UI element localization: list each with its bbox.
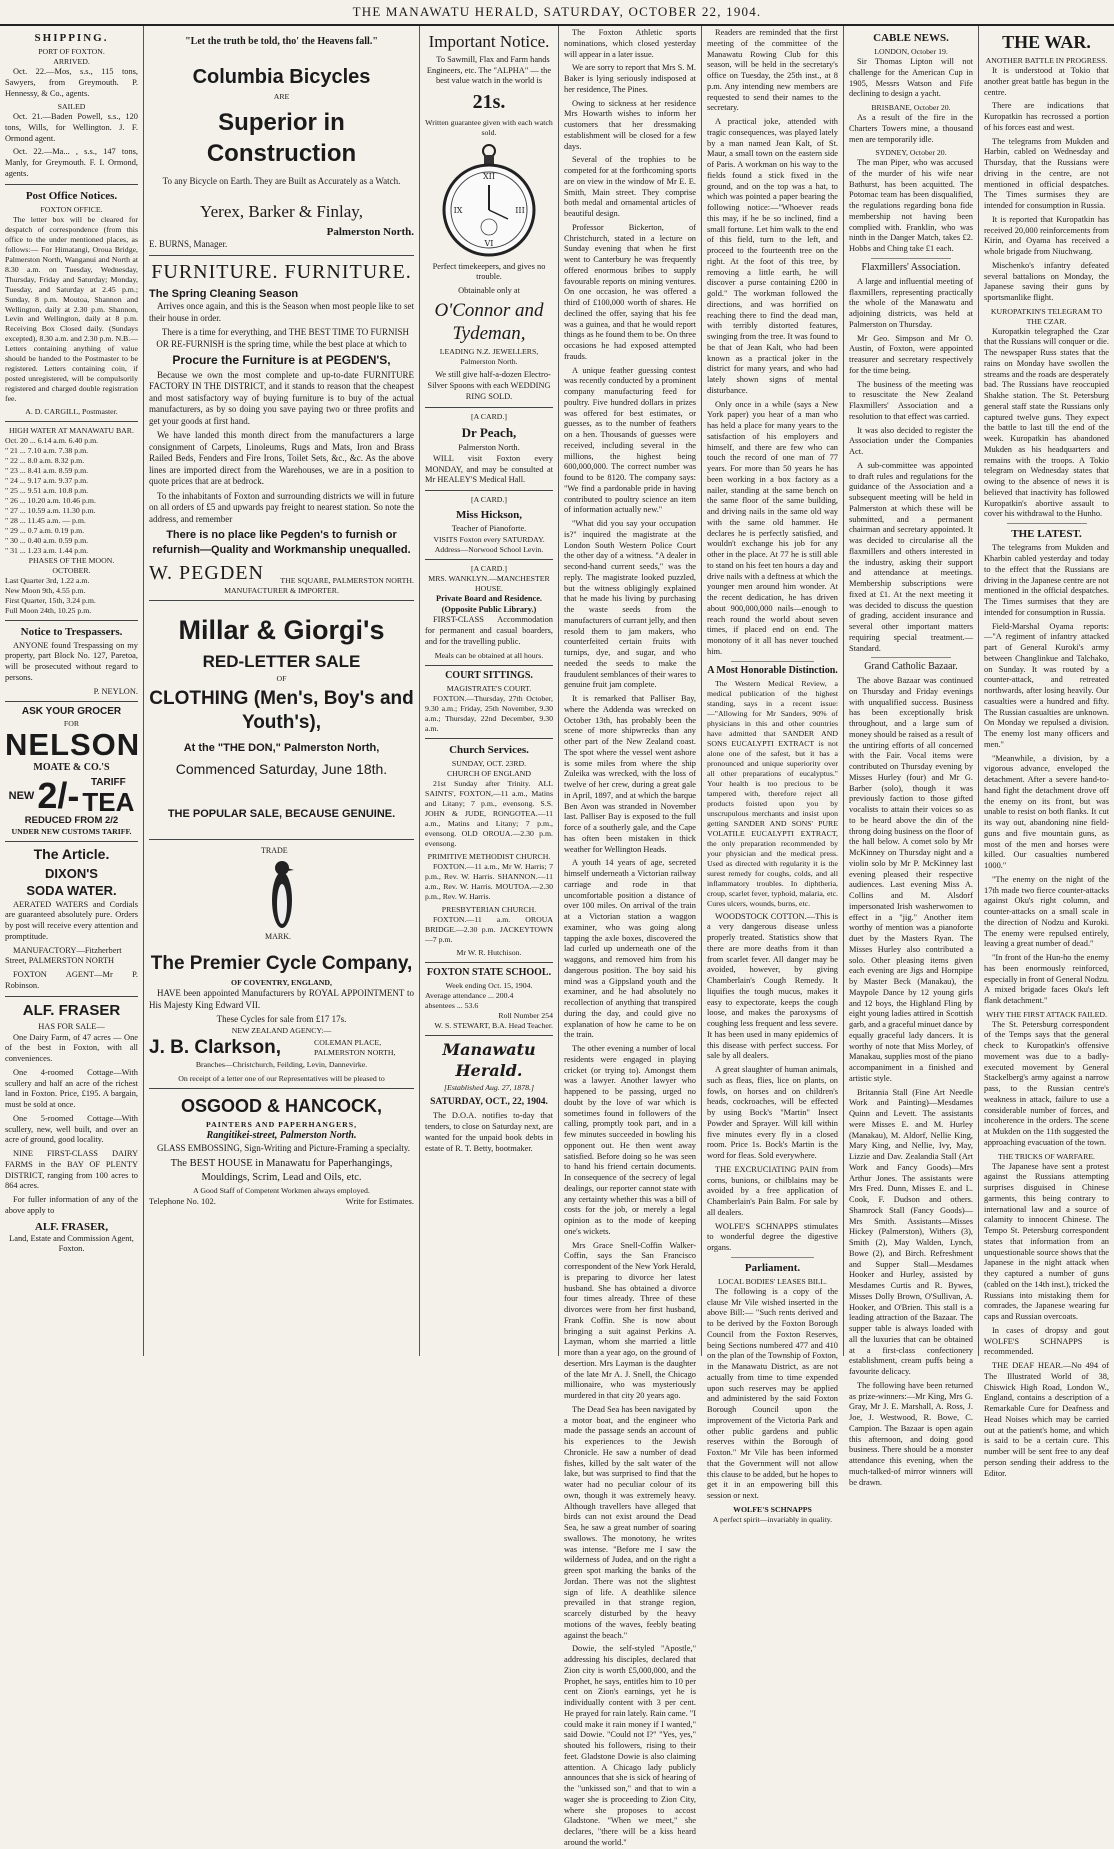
news-item: Dowie, the self-styled "Apostle," addressing his disciples, declared that Zion city is worth £5,000,000, and the Prophet, he says, entitles him to 10 per cent on Zion's earnings, yet he is individually content with 3 per cent. He prayed for rain lately. Rain came. "I could make it rain money if I wanted," said Dowie. "Could not I?" "Yes, yes," shouted his followers, rising to their feet. Gladstone Dowie is also claiming attention. A Chicago lady publicly announces that she is sick of hearing of the "unkissed son," and that to win a wager she is proceeding to Zion City, where she proposes to accost Gladstone. "When we meet," she declares, "there will be a kiss heard around the world.": [564, 1644, 696, 1847]
tide-title: HIGH WATER AT MANAWATU BAR.: [9, 426, 134, 436]
moon-row: New Moon 9th, 4.55 p.m.: [5, 585, 86, 595]
church-england: CHURCH OF ENGLAND: [446, 769, 532, 779]
column-advertisements: [144, 26, 419, 1356]
postmaster-sign: A. D. CARGILL, Postmaster.: [25, 407, 118, 417]
new-label: NEW: [8, 789, 35, 802]
commenced: Commenced Saturday, June 18th.: [175, 761, 388, 778]
sailed-label: SAILED: [57, 102, 86, 112]
svg-text:VI: VI: [484, 238, 494, 248]
best-house: The BEST HOUSE in Manawatu for Paperhangings, Mouldings, Scrim, Lead and Oils, etc.: [170, 1158, 393, 1183]
oconnor-title: O'Connor and Tydeman,: [434, 299, 544, 344]
moon-title: PHASES OF THE MOON.: [28, 555, 115, 565]
shipping-title: SHIPPING.: [34, 32, 109, 44]
pegden-name: W. PEGDEN: [149, 561, 264, 584]
tea-price: 2/-: [37, 774, 80, 816]
meals: Meals can be obtained at all hours.: [434, 650, 544, 660]
pegden-address: THE SQUARE, PALMERSTON NORTH.: [280, 576, 414, 586]
flax-body: Mr Geo. Simpson and Mr O. Austin, of Foxton, were appointed treasurer and secretary respectively for the time being.: [849, 333, 973, 375]
trespass-title: Notice to Trespassers.: [20, 625, 123, 638]
card-label: [A CARD.]: [471, 563, 507, 573]
school-sign: W. S. STEWART, B.A. Head Teacher.: [434, 1021, 553, 1031]
fraser-item: One 4-roomed Cottage—With scullery and half an acre of the richest land in Foxton. Price, £195. A bargain, must be sold at once.: [5, 1067, 138, 1110]
flax-body: A large and influential meeting of flaxmillers, representing practically the whole of the Manawatu and adjoining districts, was held at Palmerston on Thursday.: [849, 276, 973, 329]
tricks-body: The Japanese have sent a protest against the Russians attempting surprises disguised in Chinese garments, this being contrary to international law and a source of calamity to innocent Chinese. The Tempo St. Petersburg correspondent states that information from an unquestionable source shows that the Japanese in the night attack when they captured a number of guns (cabled on the 14th inst.), tricked the Russians into mistaking them for comrades, the Japanese wearing fur caps and Russian overcoats.: [984, 1161, 1109, 1322]
obtainable: Obtainable only at: [458, 286, 520, 296]
furniture-body: There is a time for everything, and THE BEST TIME TO FURNISH OR RE-FURNISH is the spring time, while the best place at which to: [156, 327, 410, 349]
furniture-title: FURNITURE. FURNITURE.: [151, 260, 412, 283]
church-presbyterian: PRESBYTERIAN CHURCH.: [441, 904, 537, 914]
arrived-text: Oct. 22.—Mos, s.s., 115 tons, Sawyers, from Greymouth. P. Hennessy, & Co., agents.: [5, 67, 138, 98]
wolfe-note: In cases of dropsy and gout WOLFE'S SCHNAPPS is recommended.: [984, 1325, 1109, 1357]
church-presbyterian-body: FOXTON.—11 a.m. OROUA BRIDGE.—2.30 p.m. JACKEYTOWN—7 p.m.: [425, 914, 553, 944]
peach-title: Dr Peach,: [461, 424, 517, 440]
clarkson-receipt: On receipt of a letter one of our Representatives will be pleased to: [178, 1074, 385, 1084]
moon-row: Last Quarter 3rd, 1.22 a.m.: [5, 575, 90, 585]
card-label: [A CARD.]: [471, 411, 507, 421]
peach-body: WILL visit Foxton every MONDAY, and may be consulted at Mr HEALEY'S Medical Hall.: [425, 453, 553, 485]
sailed-text-2: Oct. 22.—Ma... , s.s., 147 tons, Manly, for Greymouth. F. I. Ormond, agents.: [5, 147, 138, 178]
parliament-title: Parliament.: [744, 1261, 801, 1274]
parliament-sub: LOCAL BODIES' LEASES BILL.: [718, 1276, 827, 1286]
glass-text: GLASS EMBOSSING, Sign-Writing and Picture-Framing a specialty.: [157, 1142, 411, 1153]
latest-item: "Meanwhile, a division, by a vigorous advance, enveloped the detachment. After a severe hand-to-hand fight the detachment drove off the enemy on its front, but was unable to resist on both flanks. It cut its way out, abandoning nine field-guns and five mountain guns, as most of the men and horses were killed. Our casualties numbered 1000.": [984, 753, 1109, 871]
article-title: The Article.: [33, 846, 110, 863]
church-presbyterian-sign: Mr W. R. Hutchison.: [456, 947, 522, 957]
painters: PAINTERS AND PAPERHANGERS,: [205, 1120, 358, 1130]
arrived-label: ARRIVED.: [53, 57, 90, 67]
bazaar-end: The following have been returned as prize-winners:—Mr King, Mrs G. Gray, Mr J. E. Marshall, A. Ross, J. Joe, J. Westwood, R. Bowe, C. Campion. The Bazaar is open again this afternoon, and doing good business. There should be a monster attendance this evening, when the much-talked-of mirror winners will be drawn.: [849, 1380, 973, 1487]
tea-price-block: [5, 774, 138, 818]
moon-row: Full Moon 24th, 10.25 p.m.: [5, 605, 92, 615]
cable-item: Sir Thomas Lipton will not challenge for the American Cup in 1905, Messrs Watson and Fife declining to design a yacht.: [849, 57, 973, 99]
clothing-title: CLOTHING (Men's, Boy's and Youth's),: [149, 688, 414, 734]
premier-body: HAVE been appointed Manufacturers by ROYAL APPOINTMENT to His Majesty King Edward VII.: [149, 988, 414, 1010]
perfect-text: Perfect timekeepers, and gives no trouble.: [432, 261, 546, 282]
wolfe-title: WOLFE'S SCHNAPPS: [733, 1504, 812, 1514]
latest-item: "The enemy on the night of the 17th made two fierce counter-attacks against Oku's right column, and counter-attacks on a small scale in the direction of Nodzu and Kuroki. The enemy were repulsed entirely, leaving a great number of dead.": [984, 874, 1109, 949]
grocer-line-2: FOR: [63, 719, 80, 729]
fraser-item: One 5-roomed Cottage—With scullery, new, well built, and over an acre of ground, good locality.: [5, 1113, 138, 1145]
church-methodist: PRIMITIVE METHODIST CHURCH.: [427, 851, 551, 861]
church-title: Church Services.: [449, 744, 529, 757]
news-item: Mrs Grace Snell-Coffin Walker-Coffin, says the San Francisco correspondent of the New York Herald, is preparing to divorce her latest husband. She has obtained a divorce four times already. Three of these divorces were from her first husband, Frank Coffin. She is now about bringing a suit against Perkins A. Layman, whom she married a little more than a year ago, on the ground of desertion. Mrs Layman is the daughter of the late Mr A. J. Snell, the Chicago millionaire, who was mysteriously murdered in that city 20 years ago.: [564, 1240, 696, 1400]
wolfe-sub: A perfect spirit—invariably in quality.: [712, 1514, 833, 1524]
news-item: It is remarked that Palliser Bay, where the Addenda was wrecked on October 13th, has probably been the scene of more shipwrecks than any other part of the New Zealand coast. The spot where the vessel went ashore is some miles from where the ship Zuleika was wrecked, with the loss of twelve of her crew, during a great gale in April, 1897, and at which the barque Ben Avon was stranded in November last. Palliser Bay is exposed to the full force of a southerly gale, and the Cape has often been mistaken in thick weather for Wellington Heads.: [564, 694, 696, 854]
clarkson-branches: Branches—Christchurch, Feilding, Levin, Dannevirke.: [195, 1060, 368, 1070]
fraser-sub: HAS FOR SALE—: [38, 1021, 105, 1031]
tide-row: " 22 ... 8.0 a.m. 8.32 p.m.: [5, 456, 85, 466]
war-title: THE WAR.: [1002, 32, 1091, 52]
procure-title: Procure the Furniture is at PEGDEN'S,: [172, 353, 391, 368]
fraser-name: ALF. FRASER,: [34, 1220, 109, 1233]
cable-dateline: SYDNEY, October 20.: [875, 148, 947, 158]
news-item: Readers are reminded that the first meeting of the committee of the Manawatu Rowing Club for this season, will be held in the secretary's office on Tuesday, the 25th inst., at 8 p.m. Any intending new members are requested to send their names to the secretary.: [707, 28, 838, 113]
news-item: WOODSTOCK COTTON.—This is a very dangerous disease unless properly treated. Statistics show that there are more deaths from it than from scarlet fever. All danger may be avoided, however, by giving Chamberlain's Cough Remedy. It liquifies the tough mucus, makes it easy to expectorate, keeps the cough loose, and makes the paroxysms of coughing less frequent and less severe. It has been used in many epidemics of this disease with perfect success. For sale by all dealers.: [707, 911, 838, 1061]
tide-row: " 26 ... 10.20 a.m. 10.46 p.m.: [5, 495, 96, 505]
news-item: A great slaughter of human animals, such as fleas, flies, lice on plants, on fowls, on horses and on children's heads, cockroaches, will be effected by using Bock's "Martin" Insect Powder and Sprayer. Will kill within five minutes every fly in a closed room. Price 1s. Bock's Martin is the word for fleas. Sold everywhere.: [707, 1065, 838, 1161]
war-item: It is understood at Tokio that another great battle has begun in the centre.: [984, 66, 1109, 97]
masthead: THE MANAWATU HERALD, SATURDAY, OCTOBER 22, 1904.: [0, 0, 1114, 26]
telephone: Telephone No. 102.: [149, 1196, 216, 1207]
jewellers: LEADING N.Z. JEWELLERS,: [439, 347, 539, 357]
latest-title: THE LATEST.: [1011, 528, 1082, 541]
pocket-watch-icon: [442, 141, 536, 259]
svg-text:III: III: [515, 205, 525, 215]
cycles-price: These Cycles for sale from £17 17s.: [216, 1014, 347, 1025]
news-item: THE EXCRUCIATING PAIN from corns, bunions, or chilblains may be avoided by a free application of Chamberlain's Pain Balm. For sale by all dealers.: [707, 1164, 838, 1217]
cable-item: The man Piper, who was accused of the murder of his wife near Bathurst, has been acquitted. The Potomac team has been disqualified, the regulations regarding bona fide membership not having been complied with. Franklin, who was ninth in the Danger Match, takes £2. Hobbs and Ching take £1 each.: [849, 158, 973, 254]
flax-body: It was also decided to register the Association under the Companies Act.: [849, 425, 973, 457]
herald-nameplate: Manawatu Herald.: [442, 1040, 536, 1080]
tide-row: " 31 ... 1.23 a.m. 1.44 p.m.: [5, 545, 89, 555]
clarkson-name: J. B. Clarkson,: [149, 1036, 281, 1058]
furniture-body: Because we own the most complete and up-to-date FURNITURE FACTORY IN THE DISTRICT, and it stands to reason that the cheapest and most satisfactory way of buying furniture is to buy of the actual manufacturers, as by so doing you save paying two or three profits and get your goods at first hand.: [149, 369, 414, 426]
hickson-address: Address—Norwood School Levin.: [434, 544, 544, 554]
deaf-note: THE DEAF HEAR.—No 494 of The Illustrated World of 38, Chiswick High Road, London W., England, contains a description of a Remarkable Cure for Deafness and Head Noises which may be carried out at the patient's home, and which is said to be a certain cure. This number will be sent free to any deaf person sending their address to the Editor.: [984, 1361, 1109, 1478]
news-item: The Foxton Athletic sports nominations, which closed yesterday will appear in a later issue.: [564, 28, 696, 59]
no-place-title: There is no place like Pegden's to furnish or refurnish—Quality and Workmanship unequalled.: [152, 529, 411, 556]
tea-label: TEA: [82, 787, 135, 818]
flax-body: A sub-committee was appointed to draft rules and regulations for the guidance of the Association and a subsequent meeting will be held in Palmerston at which these will be submitted, and a permanent chairman and secretary appointed. It was decided to circularise all the flaxmillers and others interested in the industry, asking their support and attendance at meetings. Membership subscriptions were fixed at £1. At the next meeting it was decided to discuss the question of grading, accident insurance and several other important matters requiring special treatment.—Standard.: [849, 460, 973, 653]
kuro-body: Kuropatkin telegraphed the Czar that the Russians will conquer or die. The newspaper Russ states that the rains on Monday have swollen the streams and the roads are desperately bad. The Russians have reoccupied Shakhe station. The St. Petersburg general staff state the Russians only captured twelve guns. They expect the battle to last till the end of the week. Kuropatkin has abandoned Mukden as his headquarters and remains with the troops. A Tokio telegram on Wednesday states that owing to the absence of news it is believed that inactivity has followed Kuropatkin's abortive assault to cover his withdrawal to the Hunho.: [984, 326, 1109, 519]
spoons: We still give half-a-dozen Electro-Silver Spoons with each WEDDING RING SOLD.: [427, 370, 551, 401]
parliament-body: The following is a copy of the clause Mr Vile wished inserted in the above Bill:— "Such rents derived and to be derived by the Foxton Borough Council from the Foxton Reserves, being Sections numbered 477 and 410 on the plan of the Township of Foxton, in the Manawatu District, as are not actually from time to time expended upon such reserves may be applied and administered by the said Foxton Borough Council upon the improvement of the Victoria Park and other public gardens and public reserves within the Borough of Foxton." Mr Vile has been informed that the Government will not allow this clause to be added, but he hopes to get it in an empowering bill this session or next.: [707, 1286, 838, 1501]
trespass-body: ANYONE found Trespassing on my property, part Block No. 127, Paretoa, will be prosecuted without regard to persons.: [5, 640, 138, 682]
trade-label: TRADE: [261, 846, 288, 855]
column-general-news: [702, 26, 843, 1524]
dol-notice: The D.O.A. notifies to-day that tenders, to close on Saturday next, are wanted for the unpaid book debts in estate of R. T. Betty, bootmaker.: [425, 1111, 553, 1153]
watch-price: 21s.: [472, 91, 506, 113]
estimates: Write for Estimates.: [345, 1196, 414, 1207]
furniture-body: Arrives once again, and this is the Season when most people like to set their house in order.: [149, 301, 414, 323]
coventry: OF COVENTRY, ENGLAND,: [231, 978, 332, 988]
spring-title: The Spring Cleaning Season: [149, 288, 299, 301]
news-item: A practical joke, attended with tragic consequences, was played lately by a man named Jean Kalt, of St. Maur, a small town on the eastern side of Paris. A workman on his way to the fields found a stick fixed in the ground, and on the top was a hat, to which was pointed a paper bearing the following notice:—"Whoever reads this may, if he be so inclined, find a small fortune. Let him walk to the end of this field, turn to the left, and proceed to the fourteenth tree on the right. At the foot of this tree, by removing a little earth, he will discover a purse containing £200 in gold." The workman followed the directions, and was horrified on reaching there to find the dead man, with terribly distorted features, swinging from the tree. It was found to be that of Jean Kalt, who had been known as a practical joker in the district for many years, and who had lately shown signs of mental disturbance.: [707, 117, 838, 395]
workmen: A Good Staff of Competent Workmen always employed.: [193, 1186, 370, 1196]
pegden-role: MANUFACTURER & IMPORTER.: [224, 586, 339, 596]
herald-established: [Established Aug. 27, 1878.]: [444, 1083, 534, 1093]
school-title: FOXTON STATE SCHOOL.: [426, 966, 552, 978]
war-sub: ANOTHER BATTLE IN PROGRESS.: [985, 56, 1108, 66]
board-title: Private Board and Residence. (Opposite Public Library.): [435, 593, 543, 614]
tide-row: " 25 ... 9.51 a.m. 10.8 p.m.: [5, 485, 89, 495]
latest-item: Field-Marshal Oyama reports:—"A regiment of infantry attacked part of General Kuroki's army between Changlinkue and Talchako, on Sunday. It was routed by a counter-attack, and retreated northwards, after losing heavily. Our casualties were a hundred and fifty. The Russian casualties are unknown. On Monday we repulsed a division. The enemy lost many officers and men.": [984, 621, 1109, 749]
fraser-apply: For fuller information of any of the above apply to: [5, 1195, 138, 1215]
dixon-title: DIXON'S: [45, 866, 98, 882]
herald-date: SATURDAY, OCT., 22, 1904.: [430, 1097, 548, 1108]
column-shipping: [0, 26, 143, 1356]
premier-title: The Premier Cycle Company,: [150, 953, 413, 974]
kuro-title: KUROPATKIN'S TELEGRAM TO THE CZAR.: [990, 306, 1103, 326]
clarkson-address: COLEMAN PLACE, PALMERSTON NORTH,: [314, 1037, 396, 1057]
tariff-label: TARIFF: [90, 776, 126, 788]
nelson-logo: NELSON: [5, 727, 141, 763]
court-title: COURT SITTINGS.: [445, 669, 533, 681]
school-attendance: Average attendance ... 200.4: [425, 991, 514, 1001]
moon-month: OCTOBER.: [52, 565, 91, 575]
mark-label: MARK.: [265, 932, 292, 941]
cable-dateline: BRISBANE, October 20.: [871, 103, 951, 113]
any-bicycle-text: To any Bicycle on Earth. They are Built as Accurately as a Watch.: [162, 175, 401, 186]
yerex-title: Yerex, Barker & Finlay,: [200, 202, 363, 222]
guarantee: Written guarantee given with each watch sold.: [425, 117, 553, 137]
war-item: There are indications that Kuropatkin has recrossed a portion of his forces east and west.: [984, 101, 1109, 132]
tide-row: " 29 ... 0.7 a.m. 0.19 p.m.: [5, 525, 85, 535]
motto: "Let the truth be told, tho' the Heavens fall.": [185, 36, 378, 47]
flax-body: The business of the meeting was to resuscitate the New Zealand Flaxmillers' Association and a resolution to that effect was carried.: [849, 379, 973, 421]
bazaar-title: Grand Catholic Bazaar.: [864, 661, 958, 673]
tide-table: [5, 436, 138, 556]
peach-location: Palmerston North.: [458, 443, 520, 453]
honor-body: The Western Medical Review, a medical publication of the highest standing, says in a recent issue:—"Allowing for Mr Sanders, 90% of physicians in this and other countries have admitted that SANDER AND SONS EUCALYPTI EXTRACT is not alone one of the safest, but it has a pronounced and unique superiority over all other preparations of eucalyptus." Your health is too precious to be tampered with, therefore reject all products foisted upon you by unscrupulous merchants and insist upon getting SANDER AND SONS' PURE VOLATILE EUCALYPTI EXTRACT, the only preparation recommended by your physician and the medical press. Used as directed with regularity it is the surest remedy for coughs, colds, and all inflammatory troubles. In diphtheria, croup, scarlet fever, typhoid, malaria, etc. Cures ulcers, wounds, burns, etc.: [707, 679, 838, 908]
burns-manager: E. BURNS, Manager.: [149, 239, 228, 250]
furniture-body: To the inhabitants of Foxton and surrounding districts we will in future on all orders of £5 and upwards pay freight to nearest station. So note the address, and remember: [149, 490, 414, 524]
church-methodist-body: FOXTON.—11 a.m., Mr W. Harris; 7 p.m., Rev. W. Harris. SHANNON.—11 a.m., Rev. W. Harris. MOUTOA.—2.30 p.m., Rev. W. Harris.: [425, 861, 553, 901]
tide-row: " 23 ... 8.41 a.m. 8.59 p.m.: [5, 466, 89, 476]
column-local-news: [559, 26, 701, 1847]
news-item: Owing to sickness at her residence Mrs Howarth wishes to inform her customers that her dressmaking establishment will be closed for a few days.: [564, 98, 696, 151]
why-title: WHY THE FIRST ATTACK FAILED.: [985, 1009, 1108, 1019]
osgood-title: OSGOOD & HANCOCK,: [180, 1096, 382, 1117]
why-body: The St. Petersburg correspondent of the Temps says that the general check to Kuropatkin's offensive movement was due to a badly-executed movement by General Stackelberg's army against a narrow pass, to the Russian centre's weakness in attack, failure to use a considerable number of forces, and incoherence in the orders. The scene at Mukden on the 11th suggested the approaching evacuation of the town.: [984, 1019, 1109, 1147]
superior-title: Superior in Construction: [206, 109, 357, 168]
news-item: A unique feather guessing contest was recently conducted by a prominent company manufacturing feed for poultry. Five hundred dollars in prizes was offered for best estimates, or guesses, as to the number of feathers on a hen. Thousands of guesses were received, including several in the millions, the highest being 600,000,000. The correct number was found to be 8120. The company says: "We find a pardonable pride in having contributed to poultry science an item of information actually new.": [564, 365, 696, 515]
moon-phases: [5, 576, 138, 616]
news-item: "What did you say your occupation is?" inquired the magistrate at the London South Western Police Court the other day of a witness. "A dealer in second-hand current seeds," was the reply. The magistrate looked puzzled, but the witness obligingly explained that he made his living by purchasing the waste seeds from the manufacturers of currant jelly, and then resold them to jam makers, who counterfeited certain fruits with turnips, dye, and sugar, and who needed the seeds to make the fraudulent semblances of their wares to genuine fruit jam complete.: [564, 519, 697, 690]
war-item: Mischenko's infantry defeated several battalions on Monday, the Japanese saving their guns by sportsmanlike flight.: [984, 260, 1109, 302]
fraser-item: NINE FIRST-CLASS DAIRY FARMS in the BAY OF PLENTY DISTRICT, ranging from 100 acres to 864 acres.: [5, 1149, 138, 1191]
tide-row: Oct. 20 ... 6.14 a.m. 6.40 p.m.: [5, 436, 99, 446]
grocer-line-1: ASK YOUR GROCER: [21, 706, 122, 718]
furniture-body: We have landed this month direct from the manufacturers a large consignment of Carpets, Linoleums, Rugs and Mats, Iron and Brass Railed Beds, Fenders and Fire Irons, Toilet Sets, &c., &c. As the above lines are imported direct from the Warehouses, we are in a position to quote prices that are at bedrock.: [149, 430, 414, 487]
news-item: WOLFE'S SCHNAPPS stimulates to wonderful degree the digestive organs.: [707, 1221, 838, 1253]
dixon-agent: FOXTON AGENT—Mr P. Robinson.: [5, 970, 138, 990]
news-item: Only once in a while (says a New York paper) you hear of a man who has held a place for many years to the satisfaction of his employers and himself, and there are few who can touch the record of one man of 77 years. For more than 50 years he has been working in a box factory as a nailer, standing at the same bench on the same floor of the same building, and driving nails in the same old way with the same old hammer. He declares he is perfectly satisfied, and wouldn't exchange his job for any other in the place. At 77 he is still able to stand on his feet ten hours a day and drive nails with a deftness at which the younger men around him wonder. At the recent dedication, he has driven about 900,000,000 nails—enough to reach round the world about seven times, if placed end on end. The monotony of it all has never touched him.: [707, 399, 838, 656]
sawmill-text: To Sawmill, Flax and Farm hands Engineers, etc. The "ALPHA" — the best value watch in the world is: [426, 54, 552, 86]
column-notices: [420, 26, 558, 1356]
tide-row: " 27 ... 10.59 a.m. 11.30 p.m.: [5, 505, 96, 515]
hickson-title: Miss Hickson,: [455, 509, 522, 522]
news-item: Several of the trophies to be competed for at the forthcoming sports are on view in the window of Mr E. E. Smith, Main street. They comprise both medal and ornamental articles of beautiful design.: [564, 155, 696, 218]
column-cable-news: [844, 26, 978, 1487]
tide-row: " 21 ... 7.10 a.m. 7.38 p.m.: [5, 446, 89, 456]
school-week: Week ending Oct. 15, 1904.: [445, 981, 533, 991]
dixon-sub: SODA WATER.: [26, 882, 117, 898]
are-label: ARE: [273, 92, 290, 102]
fraser-role: Land, Estate and Commission Agent, Foxton.: [9, 1233, 134, 1254]
news-item: The Dead Sea has been navigated by a motor boat, and the engineer who made the passage sends an account of his experiences to the Jewish Chronicle. He saw a number of dead fishes, killed by the salt water of the lake, but was surprised to find that the water had no peculiar colour of its own, though it was extremely heavy. Although travellers have alleged that birds can not exist around the Dead Sea, he saw a great number of soaring swallows. The monotony, he writes was intense. "Before me I saw the wilderness of Judea, and on the right a green spot marking the banks of the Jordan. There was not the slightest sign of life. A deathlike silence prevailed in that strange region, scarcely disturbed by the heavy motions of the waves, feebly beating against the beach.": [564, 1404, 696, 1640]
church-england-body: 21st Sunday after Trinity. ALL SAINTS', FOXTON,—11 a.m., Matins and Litany; 7 p.m., evensong. S.S. JOHN & JUDE, RONGOTEA.—11 a.m., Matins and Litany; 7 p.m., evensong. OLD OROUA.—2.30 p.m. evensong.: [425, 779, 553, 848]
at-don: At the "THE DON," Palmerston North,: [183, 741, 380, 754]
school-roll: Roll Number 254: [498, 1011, 553, 1021]
moate-line: MOATE & CO.'S: [33, 761, 110, 773]
sailed-text: Oct. 21.—Baden Powell, s.s., 120 tons, Wills, for Wellington. J. F. Ormond agent.: [5, 112, 138, 143]
port-heading: PORT OF FOXTON.: [38, 47, 105, 57]
latest-item: The telegrams from Mukden and Kharbin cabled yesterday and today to the effect that the Russians are driving in the Japanese centre are not mentioned in the official despatches. The Times surmises that they are intended for consumption in Russia.: [984, 543, 1109, 617]
court-body: FOXTON.—Thursday, 27th October, 9.30 a.m.; Friday, 25th November, 9.30 a.m.; Thursday, 22nd December, 9.30 a.m.: [425, 694, 553, 734]
column-war-news: [979, 26, 1114, 1478]
card-label: [A CARD.]: [471, 495, 507, 505]
of-label: OF: [276, 674, 287, 684]
hickson-visits: VISITS Foxton every SATURDAY.: [433, 534, 545, 544]
news-item: Professor Bickerton, of Christchurch, stated in a lecture on Sunday evening that when he first went to Canterbury he was frequently offered enormous bribes to supply favourable reports on mining ventures. On one occasion, he was offered a third of £100,000 worth of shares. He declined the offer, saying that his fee was a guinea, and that he would report things as he found them to be. On three occasions he had exposed attempted frauds.: [564, 222, 696, 361]
dixon-body: AERATED WATERS and Cordials are guaranteed absolutely pure. Orders by post will receive every attention and promptitude.: [5, 899, 138, 941]
millar-title: Millar & Giorgi's: [178, 615, 385, 646]
war-item: The telegrams from Mukden and Harbin, cabled on Wednesday and Thursday, that the Russians were driving in the centre, are not mentioned in official despatches. The Times surmises they are intended for consumption in Russia.: [984, 136, 1109, 210]
news-item: A youth 14 years of age, secreted himself underneath a Victorian railway carriage and rode in that uncomfortable position a distance of over 100 miles. On arrival of the train at a Victorian station a waggon examiner, who was going along tapping the axle boxes, discovered the lad curled up underneath one of the waggons, and removed him from his dangerous position. The boy said his mind was a Gippsland youth and the examiner, and he had absolutely no recollection of anything that transpired during the day, and could give no explanation of how he came to be on the train.: [564, 858, 696, 1040]
wanklyn: MRS. WANKLYN.—MANCHESTER HOUSE.: [428, 573, 550, 593]
penguin-trademark-icon: [267, 856, 297, 932]
tide-row: " 24 ... 9.17 a.m. 9.37 p.m.: [5, 476, 89, 485]
war-item: It is reported that Kuropatkin has received 20,000 reinforcements from Kirin, and Oyama has received a whole brigade from Niuchwang.: [984, 214, 1109, 256]
honor-title: A Most Honorable Distinction.: [707, 664, 838, 676]
tide-row: " 28 ... 11.45 a.m. — p.m.: [5, 515, 86, 525]
cable-item: As a result of the fire in the Charters Towers mine, a thousand men are temporarily idle.: [849, 113, 973, 144]
hickson-sub: Teacher of Pianoforte.: [451, 524, 527, 534]
redletter-title: RED-LETTER SALE: [202, 651, 361, 671]
post-office-body: The letter box will be cleared for despatch of correspondence (from this office to the under mentioned places, as follows:— For Himatangi, Oroua Bridge, Palmerston North, Wanganui and North at 8.30 a.m. on Tuesday, Wednesday, Thursday, Friday and Saturday; Monday, Tuesday, and Saturday at 2.45 p.m.; Sunday, 8 p.m. Moutoa, Shannon and Wellington, daily at 2.30 p.m. Shannon, Levin and Wellington, daily at 8 p.m. Receiving Box Closed daily. (Sundays excepted), 8.30 a.m. and 2.30 p.m. N.B.—Letters containing anything of value should be handed to the Postmaster to be registered. Letters containing coin, if posted unregistered, will be compulsorily registered and charged double registration fee.: [5, 214, 138, 404]
cable-dateline: LONDON, October 19.: [874, 47, 948, 57]
columbia-title: Columbia Bicycles: [192, 65, 371, 88]
yerex-location: Palmerston North.: [326, 226, 414, 239]
jewellers-location: Palmerston North.: [460, 357, 518, 367]
flax-title: Flaxmillers' Association.: [861, 261, 961, 273]
latest-item: "In front of the Hun-ho the enemy has been enormously reinforced, especially in front of General Nodzu. A mixed brigade faces Oku's left flank detachment.": [984, 953, 1109, 1006]
post-office-title: Post Office Notices.: [25, 189, 118, 202]
fraser-item: One Dairy Farm, of 47 acres — One of the best in Foxton, with all conveniences.: [5, 1032, 138, 1064]
school-absentees: absentees ... 53.6: [425, 1001, 479, 1011]
trademark-block: [149, 846, 414, 946]
news-item: We are sorry to report that Mrs S. M. Baker is lying seriously indisposed at her residence, The Pines.: [564, 63, 696, 94]
court-sub: MAGISTRATE'S COURT.: [446, 684, 532, 694]
popular-sale: THE POPULAR SALE, BECAUSE GENUINE.: [167, 807, 396, 820]
reduced-label: REDUCED FROM 2/2: [24, 815, 119, 827]
tricks-title: THE TRICKS OF WARFARE.: [997, 1151, 1096, 1161]
dixon-factory: MANUFACTORY—Fitzherbert Street, PALMERSTON NORTH: [5, 945, 122, 966]
tide-row: " 30 ... 0.40 a.m. 0.59 p.m.: [5, 535, 89, 545]
church-date: SUNDAY, OCT. 23RD.: [451, 759, 527, 769]
news-item: The other evening a number of local residents were engaged in playing cricket (or trying to). Amongst them was a lawyer. Another lawyer who happened to be passing, urged no doubt by the love of war which is sometimes found in followers of the calling, promptly took part, and in a few minutes succeeded in bowling his opponent out. He then went away satisfied. Before doing so he was seen to hand his friend certain documents. In consequence of the secrecy of legal dealings, our reporter cannot state with any certainty whether this was a bill of costs for the job, or merely a legal opinion as to the mode of keeping one's wickets.: [564, 1044, 696, 1236]
bazaar-stalls: Britannia Stall (Fine Art Needle Work and Painting)—Mesdames Quinn and Levett. The assistants were Misses E. and M. Hurley (Manakau), M. Aldorf, Nellie King, Mary King, and Nellie, Ivy, May, Lizzie and Dav. Zealandia Stall (Art Work and Fancy Goods)—Mrs Arthur Jones. The assistants were Mrs Fred. Dunn, Misses E. and L. Cook, F. Dudson and others. Shamrock Stall (Fancy Goods)—Mrs Smith. Assistants—Misses Hickey (Palmerston), Withers (3), Smith (2), May Walden, Lynch, Bowe (2), and Birch. Refreshment and Supper Stall—Mesdames Hooker and Hurley, assisted by Mesdames Curtis and R. Bywes, Misses Dolly Brown, O'Sullivan, A. Hooker, and O'Brien. This stall is a leading attraction of the Bazaar. The supper table is always loaded with all the luxuries that can be obtained at a first-class confectionery establishment, cream puffs being a favourite delicacy.: [849, 1087, 973, 1377]
nz-agency: NEW ZEALAND AGENCY:—: [231, 1025, 332, 1035]
cable-title: CABLE NEWS.: [873, 32, 949, 44]
moon-row: First Quarter, 15th, 3.24 p.m.: [5, 595, 96, 605]
board-body: FIRST-CLASS Accommodation for permanent and casual boarders, and for the travelling public.: [425, 615, 553, 646]
rangitikei: Rangitikei-street, Palmerston North.: [206, 1130, 357, 1142]
fraser-title: ALF. FRASER: [22, 1001, 121, 1019]
bazaar-body: The above Bazaar was continued on Thursday and Friday evenings with unqualified success. Business has been exceptionally brisk throughout, and a large sum of money should be raised as a result of the untiring efforts of all concerned with the Fair. Vocal items were contributed on Thursday evening by Misses Hurley (four) and Mr G. Barber (solo), though it was previously faction to those gifted vocalists to attain their voices so as to be heard above the din of the throng doing business on the floor of the hall below. A comet solo by Mr McKinney on Thursday night and a violin solo by Mr P. McKinney last evening pleased their respective audiences. Last evening Miss A. Collins and M. Alsdorf impersonated Irish washerwomen to effect in a "jig." Another item worthy of mention was a pianoforte duet by the Masters Ryan. The Misses Hurley also contributed a solo. Other pleasing items given each evening are Jigs and Hornpipe by Master Beck (Manakau), the Maypole Dance by 12 young girls and 12 boys, the Highland Fling by eight young ladies attired in Scottish garb, and a graceful minuet dance by equally graceful lady dancers. It is worthy of note that Miss Morley, of Manakau, supplies most of the piano accompaniment in a finished and artistic style.: [849, 676, 973, 1083]
trespass-sign: P. NEYLON.: [93, 686, 138, 696]
svg-text:XII: XII: [482, 171, 496, 181]
post-office-sub: FOXTON OFFICE.: [40, 204, 103, 214]
important-title: Important Notice.: [428, 32, 550, 51]
customs-label: UNDER NEW CUSTOMS TARIFF.: [11, 827, 132, 837]
svg-text:IX: IX: [453, 205, 463, 215]
